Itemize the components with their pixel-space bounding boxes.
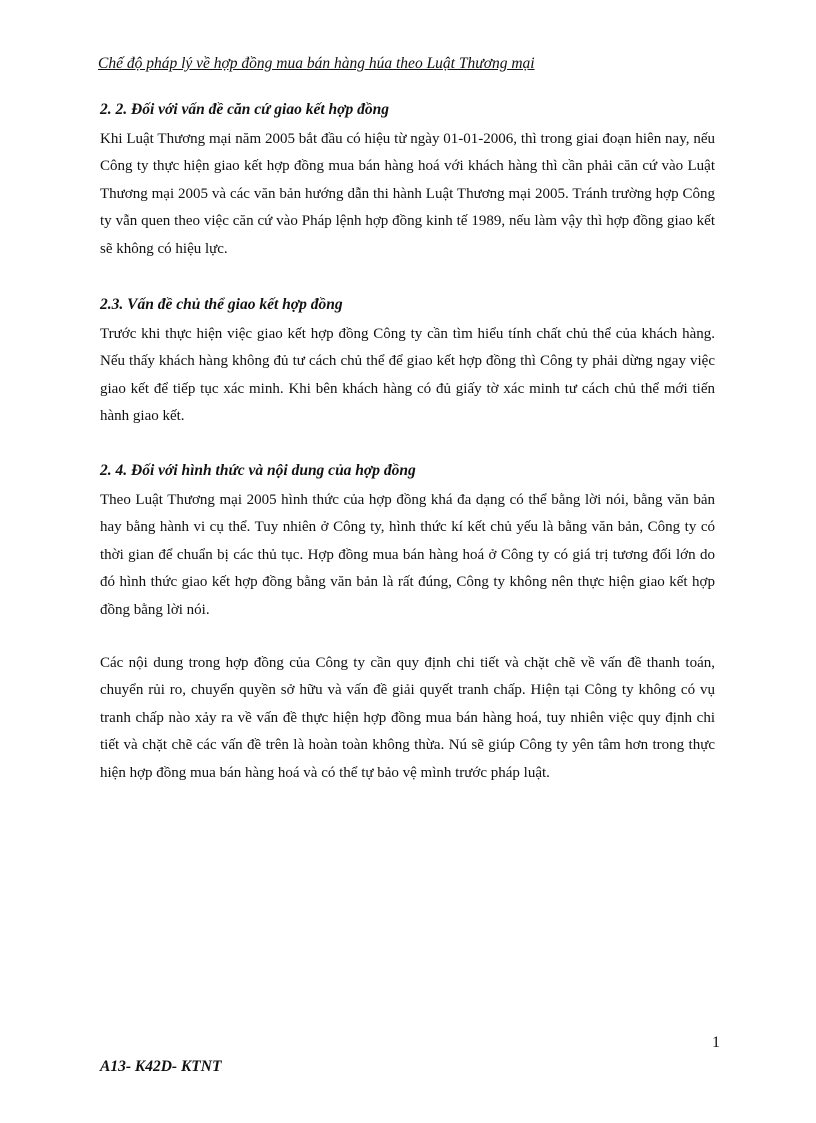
section-paragraph: Khi Luật Thương mại năm 2005 bắt đầu có hiệu từ ngày 01-01-2006, thì trong giai đoạn hiên nay, nếu Công ty thực hiện giao kết hợp đồng mua bán hàng hoá với khách hàng thì cần phải căn cứ vào Luật Thương mại 2005 và các văn bản hướng dẫn thi hành Luật Thương mại 2005. Tránh trường hợp Công ty vẫn quen theo việc căn cứ vào Pháp lệnh hợp đồng kinh tế 1989, nếu làm vậy thì hợp đồng giao kết sẽ không có hiệu lực.: [100, 131, 715, 257]
section-heading: 2. 2. Đối với vấn đề căn cứ giao kết hợp đồng: [100, 101, 389, 118]
section-form-and-content: [100, 461, 715, 624]
section-contract-content: [100, 650, 715, 787]
section-heading: 2. 4. Đối với hình thức và nội dung của hợp đồng: [100, 462, 416, 479]
page-footer: A13- K42D- KTNT: [100, 1058, 222, 1075]
section-paragraph: Trước khi thực hiện việc giao kết hợp đồng Công ty cần tìm hiểu tính chất chủ thể của khách hàng. Nếu thấy khách hàng không đủ tư cách chủ thể để giao kết hợp đồng thì Công ty phải dừng ngay việc giao kết để tiếp tục xác minh. Khi bên khách hàng có đủ giấy tờ xác minh tư cách chủ thể mới tiến hành giao kết.: [100, 326, 715, 425]
running-header: Chế độ pháp lý về hợp đồng mua bán hàng húa theo Luật Thương mại: [98, 55, 535, 72]
section-contract-subject: [100, 295, 715, 431]
section-paragraph: Theo Luật Thương mại 2005 hình thức của hợp đồng khá đa dạng có thể bằng lời nói, bằng văn bản hay bằng hành vi cụ thể. Tuy nhiên ở Công ty, hình thức kí kết chủ yếu là bằng văn bản, Công ty có thời gian để chuẩn bị các thủ tục. Hợp đồng mua bán hàng hoá ở Công ty có giá trị tương đối lớn do đó hình thức giao kết hợp đồng bằng văn bản là rất đúng, Công ty không nên thực hiện giao kết hợp đồng bằng lời nói.: [100, 492, 715, 618]
section-heading: 2.3. Vấn đề chủ thể giao kết hợp đồng: [100, 296, 343, 313]
page-number: 1: [712, 1034, 720, 1051]
section-basis-of-contract: [100, 100, 715, 263]
section-paragraph: Các nội dung trong hợp đồng của Công ty cần quy định chi tiết và chặt chẽ về vấn đề thanh toán, chuyển rủi ro, chuyển quyền sở hữu và vấn đề giải quyết tranh chấp. Hiện tại Công ty không có vụ tranh chấp nào xảy ra về vấn đề thực hiện hợp đồng mua bán hàng hoá, tuy nhiên việc quy định chi tiết và chặt chẽ các vấn đề trên là hoàn toàn không thừa. Nú sẽ giúp Công ty yên tâm hơn trong thực hiện hợp đồng mua bán hàng hoá và có thể tự bảo vệ mình trước pháp luật.: [100, 655, 715, 781]
